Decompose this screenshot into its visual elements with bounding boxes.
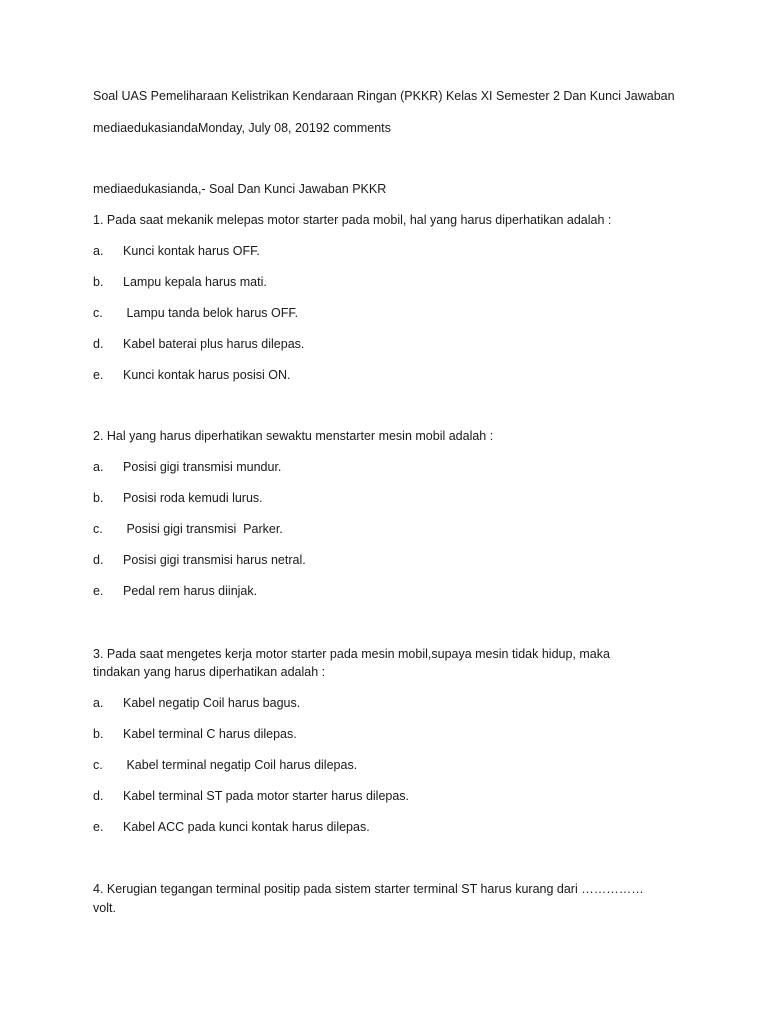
option-text: Posisi roda kemudi lurus. <box>123 491 263 505</box>
question-4-text-line-2: volt. <box>93 901 116 915</box>
option-letter: a. <box>93 244 104 258</box>
question-1-text: 1. Pada saat mekanik melepas motor starter pada mobil, hal yang harus diperhatikan adalah : <box>93 213 612 227</box>
option-letter: b. <box>93 491 104 505</box>
question-3-text-line-2: tindakan yang harus diperhatikan adalah : <box>93 665 326 679</box>
option-text: Lampu kepala harus mati. <box>123 275 267 289</box>
option-letter: c. <box>93 306 103 320</box>
option-text: Posisi gigi transmisi Parker. <box>123 522 283 536</box>
question-1-option-a <box>93 243 260 259</box>
option-text: Kabel terminal ST pada motor starter harus dilepas. <box>123 789 410 803</box>
option-letter: c. <box>93 522 103 536</box>
option-text: Kabel terminal C harus dilepas. <box>123 727 297 741</box>
question-2-option-d <box>93 552 306 568</box>
intro-text: mediaedukasianda,- Soal Dan Kunci Jawaban PKKR <box>93 182 387 196</box>
option-text: Lampu tanda belok harus OFF. <box>123 306 299 320</box>
option-text: Kabel negatip Coil harus bagus. <box>123 696 301 710</box>
option-letter: e. <box>93 368 104 382</box>
question-2-option-a <box>93 459 281 475</box>
question-3-option-d <box>93 788 409 804</box>
question-3-option-c <box>93 757 357 773</box>
question-2-option-e <box>93 583 257 599</box>
question-2-option-b <box>93 490 263 506</box>
option-text: Kunci kontak harus OFF. <box>123 244 260 258</box>
question-2-option-c <box>93 521 283 537</box>
option-letter: d. <box>93 789 104 803</box>
option-letter: b. <box>93 275 104 289</box>
question-4-text-line-1: 4. Kerugian tegangan terminal positip pada sistem starter terminal ST harus kurang dari …………… <box>93 882 644 896</box>
option-text: Kabel terminal negatip Coil harus dilepas. <box>123 758 358 772</box>
option-text: Posisi gigi transmisi mundur. <box>123 460 282 474</box>
option-letter: b. <box>93 727 104 741</box>
question-3-option-a <box>93 695 300 711</box>
option-letter: d. <box>93 337 104 351</box>
question-1-option-d <box>93 336 304 352</box>
question-1-option-e <box>93 367 290 383</box>
option-letter: e. <box>93 584 104 598</box>
option-text: Posisi gigi transmisi harus netral. <box>123 553 306 567</box>
question-2-text: 2. Hal yang harus diperhatikan sewaktu menstarter mesin mobil adalah : <box>93 429 494 443</box>
option-letter: d. <box>93 553 104 567</box>
question-3-option-b <box>93 726 297 742</box>
question-3-text-line-1: 3. Pada saat mengetes kerja motor starter pada mesin mobil,supaya mesin tidak hidup, maka <box>93 647 610 661</box>
post-meta: mediaedukasiandaMonday, July 08, 20192 comments <box>93 121 391 135</box>
option-letter: c. <box>93 758 103 772</box>
question-1-option-b <box>93 274 267 290</box>
option-text: Kabel ACC pada kunci kontak harus dilepas. <box>123 820 370 834</box>
option-text: Kunci kontak harus posisi ON. <box>123 368 291 382</box>
option-text: Kabel baterai plus harus dilepas. <box>123 337 305 351</box>
option-letter: a. <box>93 460 104 474</box>
option-letter: e. <box>93 820 104 834</box>
document-title: Soal UAS Pemeliharaan Kelistrikan Kendaraan Ringan (PKKR) Kelas XI Semester 2 Dan Kunci Jawaban <box>93 89 675 103</box>
question-3-option-e <box>93 819 370 835</box>
question-1-option-c <box>93 305 298 321</box>
option-letter: a. <box>93 696 104 710</box>
option-text: Pedal rem harus diinjak. <box>123 584 258 598</box>
